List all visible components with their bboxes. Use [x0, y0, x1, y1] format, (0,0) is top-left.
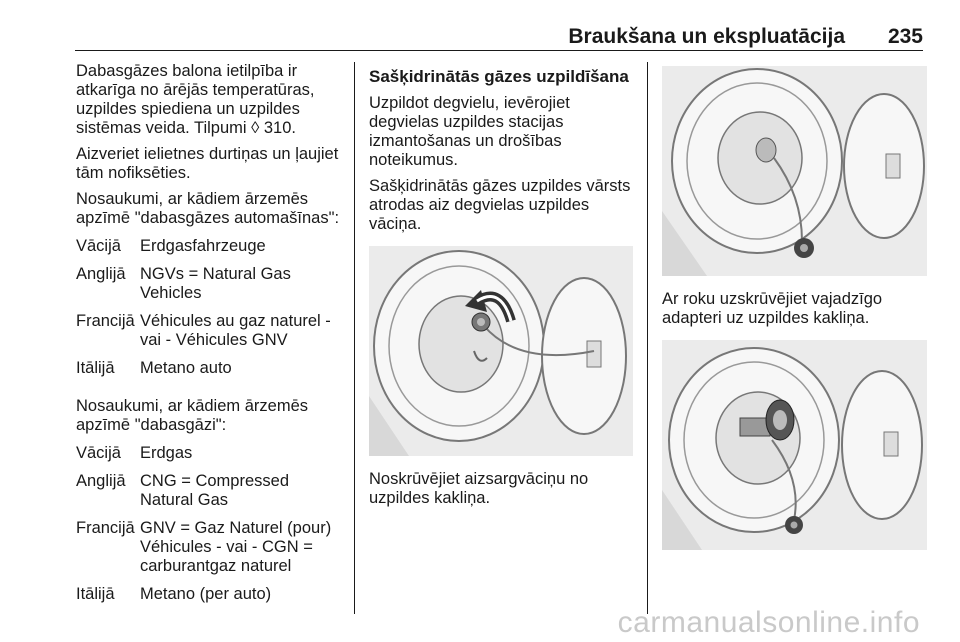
- names-table-vehicles: [76, 237, 346, 378]
- table-row: [76, 519, 346, 576]
- figure-caption: Noskrūvējiet aizsargvāciņu no uzpildes kakliņa.: [369, 470, 589, 507]
- page-number: 235: [887, 25, 923, 48]
- table-row: [76, 585, 346, 604]
- table-row: [76, 472, 346, 510]
- names-table-gas: [76, 444, 346, 604]
- term-value: GNV = Gaz Naturel (pour) Véhicules - vai - CGN = carburantgaz naturel: [140, 519, 332, 575]
- term-value: CNG = Compressed Natural Gas: [140, 472, 290, 509]
- country-label: Itālijā: [76, 585, 115, 603]
- term-value: Metano auto: [140, 359, 232, 377]
- column-2: [369, 62, 633, 515]
- page-header: [75, 25, 923, 49]
- country-label: Francijā: [76, 519, 135, 537]
- table-row: [76, 265, 346, 303]
- header-title: Braukšana un ekspluatācija: [568, 25, 845, 48]
- term-value: Véhicules au gaz naturel - vai - Véhicules GNV: [140, 312, 331, 349]
- figure-caption: Ar roku uzskrūvējiet vajadzīgo adapteri uz uzpildes kakliņa.: [662, 290, 883, 327]
- paragraph: Aizveriet ielietnes durtiņas un ļaujiet tām nofiksēties.: [76, 145, 339, 182]
- figure-remove-cap: [369, 246, 633, 456]
- term-value: NGVs = Natural Gas Vehicles: [140, 265, 291, 302]
- term-value: Erdgasfahrzeuge: [140, 237, 266, 255]
- term-value: Metano (per auto): [140, 585, 272, 603]
- column-divider: [354, 62, 355, 614]
- country-label: Vācijā: [76, 444, 121, 462]
- table-row: [76, 237, 346, 256]
- table-row: [76, 444, 346, 463]
- figure-screw-adapter: [662, 340, 927, 550]
- country-label: Vācijā: [76, 237, 121, 255]
- column-1: [76, 62, 346, 613]
- figure-cap-removed: [662, 66, 927, 276]
- country-label: Francijā: [76, 312, 135, 330]
- table-row: [76, 312, 346, 350]
- column-divider: [647, 62, 648, 614]
- paragraph: Dabasgāzes balona ietilpība ir atkarīga no ārējās temperatūras, uzpildes spiediena un uzpildes sistēmas veida. Tilpumi ◊ 310.: [76, 62, 315, 137]
- country-label: Anglijā: [76, 265, 126, 283]
- column-3: [662, 62, 927, 550]
- paragraph: Sašķidrinātās gāzes uzpildes vārsts atrodas aiz degvielas uzpildes vāciņa.: [369, 177, 631, 233]
- country-label: Itālijā: [76, 359, 115, 377]
- paragraph: Uzpildot degvielu, ievērojiet degvielas uzpildes stacijas izmantošanas un drošības noteikumus.: [369, 94, 570, 169]
- watermark: carmanualsonline.info: [617, 606, 920, 639]
- header-rule: [75, 50, 923, 51]
- term-value: Erdgas: [140, 444, 193, 462]
- paragraph: Nosaukumi, ar kādiem ārzemēs apzīmē "dabasgāzi":: [76, 397, 308, 434]
- country-label: Anglijā: [76, 472, 126, 490]
- section-heading: Sašķidrinātās gāzes uzpildīšana: [369, 67, 629, 86]
- table-row: [76, 359, 346, 378]
- paragraph: Nosaukumi, ar kādiem ārzemēs apzīmē "dabasgāzes automašīnas":: [76, 190, 340, 227]
